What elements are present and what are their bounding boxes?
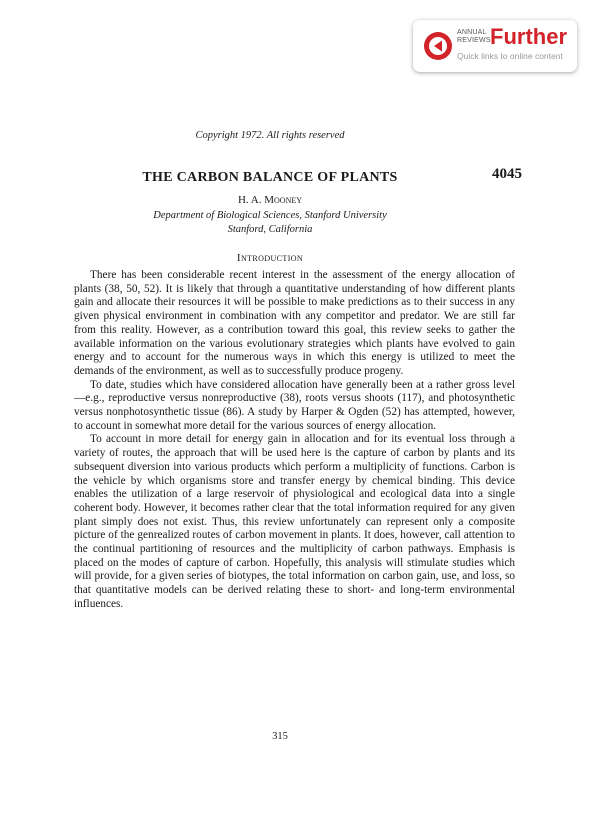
copyright-notice: Copyright 1972. All rights reserved — [195, 130, 345, 141]
body-paragraph: There has been considerable recent interest in the assessment of the energy allocation of plants (38, 50, 52). It is likely that through a quantitative understanding of how different plants gain and allocate their resources it will be possible to make predictions as to their success in any given physical environment in combination with any competitor and predator. We are still far from this reality. However, as a contribution toward this goal, this review seeks to gather the available information on the various evolutionary strategies which plants have evolved to gain energy and to account for the numerous ways in which this energy is utilized to meet the demands of the environment, as well as to successfully produce progeny. — [74, 269, 515, 377]
body-paragraph: To date, studies which have considered allocation have generally been at a rather gross level—e.g., reproductive versus nonreproductive (38), roots versus shoots (117), and photosynthetic versus nonphotosynthetic tissue (86). A study by Harper & Ogden (52) has attempted, however, to account in somewhat more detail for the various sources of energy allocation. — [74, 378, 515, 432]
body-paragraph: To account in more detail for energy gain in allocation and for its eventual loss through a variety of routes, the approach that will be used here is the capture of carbon by plants and its subsequent diversion into various products which perform a multiplicity of functions. Carbon is the vehicle by which organisms store and transfer energy by chemical binding. This device enables the utilization of a large reservoir of physiological and ecological data into a single coherent body. However, it becomes rather clear that the total information required for any given plant simply does not exist. Thus, this review unfortunately can represent only a composite picture of the genrealized routes of carbon movement in plants. It does, however, call attention to the continual partitioning of resources and the multiplicity of carbon pathways. Emphasis is placed on the modes of capture of carbon. Hopefully, this analysis will stimulate studies which will provide, for a given series of biotypes, the total information on carbon gain, use, and loss, so that quantitative models can be derived relating these to short- and long-term environmental influences. — [74, 433, 515, 610]
section-heading: Introduction — [236, 252, 304, 264]
author-name — [0, 194, 540, 206]
annual-reviews-logo-icon — [423, 31, 453, 61]
annual-reviews-further-link[interactable] — [413, 20, 577, 72]
further-label: Further — [490, 24, 567, 49]
author-surname: Mooney — [264, 194, 303, 206]
author-initials: H. A. — [237, 194, 265, 206]
further-sublabel: Quick links to online content — [457, 51, 563, 61]
affiliation-line-1: Department of Biological Sciences, Stanford University — [153, 210, 387, 221]
publisher-line-1: ANNUAL — [457, 29, 487, 36]
article-body — [74, 269, 515, 612]
affiliation-line-2: Stanford, California — [227, 224, 313, 235]
article-number: 4045 — [492, 166, 522, 182]
article-title: THE CARBON BALANCE OF PLANTS — [142, 170, 398, 185]
page-number: 315 — [272, 731, 288, 742]
publisher-line-2: REVIEWS — [457, 37, 491, 44]
publisher-name — [457, 29, 491, 45]
